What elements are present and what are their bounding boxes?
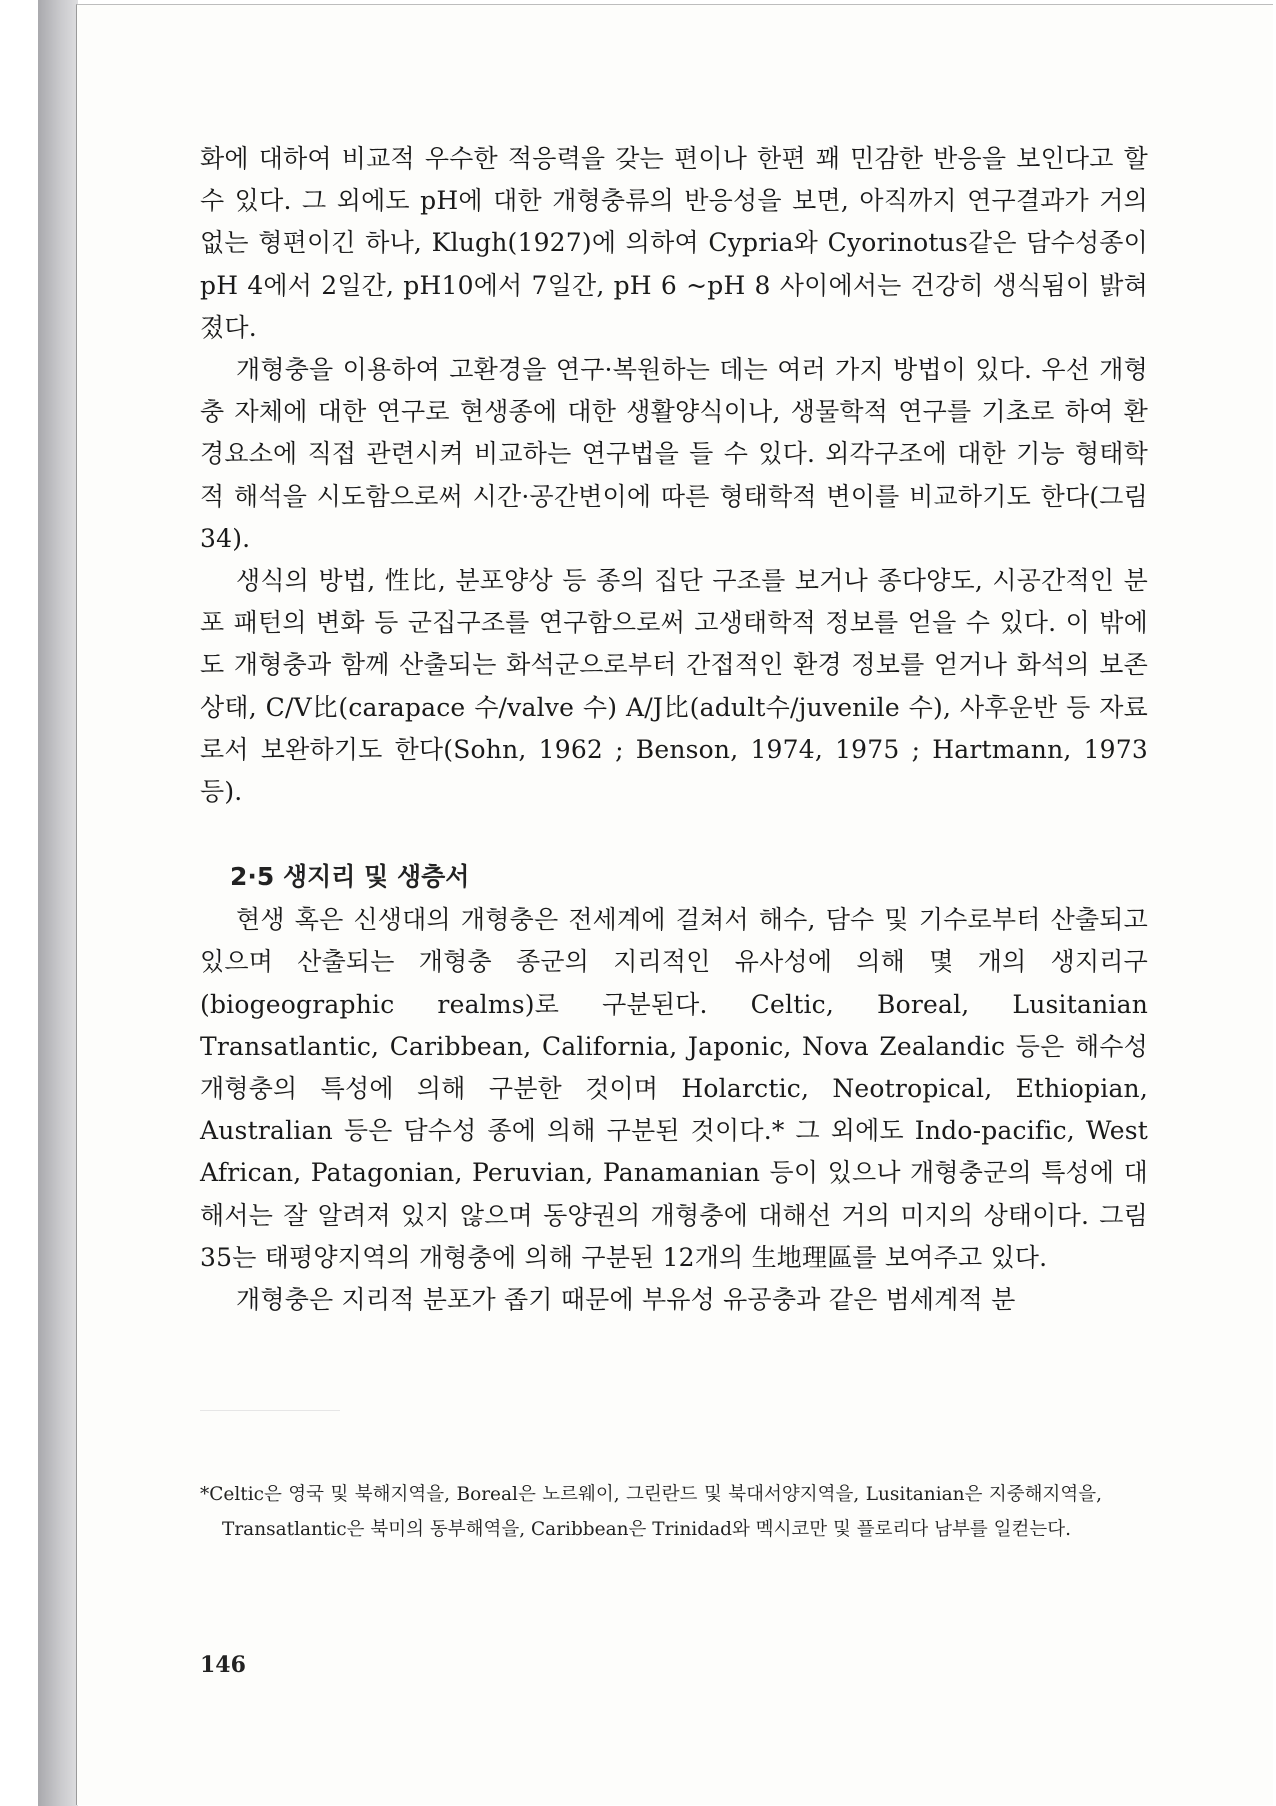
paragraph-methods: 개형충을 이용하여 고환경을 연구·복원하는 데는 여러 가지 방법이 있다. 우선 개형충 자체에 대한 연구로 현생종에 대한 생활양식이나, 생물학적 연구를 기초로 하여 환경요소에 직접 관련시켜 비교하는 연구법을 들 수 있다. 외각구조에 대한 기능 형태학적 해석을 시도함으로써 시간·공간변이에 따른 형태학적 변이를 비교하기도 한다(그림 34). bbox=[200, 355, 1148, 553]
page-stack-edge bbox=[38, 0, 78, 1806]
paragraph-continuation: 화에 대하여 비교적 우수한 적응력을 갖는 편이나 한편 꽤 민감한 반응을 보인다고 할 수 있다. 그 외에도 pH에 대한 개형충류의 반응성을 보면, 아직까지 연구결과가 거의 없는 형편이긴 하나, Klugh(1927)에 의하여 Cypria와 Cyorinotus같은 담수성종이 pH 4에서 2일간, pH10에서 7일간, pH 6 ~pH 8 사이에서는 건강히 생식됨이 밝혀졌다. bbox=[200, 144, 1148, 342]
footnote: *Celtic은 영국 및 북해지역을, Boreal은 노르웨이, 그린란드 및 북대서양지역을, Lusitanian은 지중해지역을, Transatlantic은 북미의 동부해역을, Caribbean은 Trinidad와 멕시코만 및 플로리다 남부를 일컫는다. bbox=[200, 1483, 1102, 1540]
footnote-divider bbox=[200, 1410, 340, 1411]
page-number: 146 bbox=[200, 1652, 246, 1678]
section-heading: 2·5 생지리 및 생층서 bbox=[230, 862, 470, 892]
paragraph-biogeography: 현생 혹은 신생대의 개형충은 전세계에 걸쳐서 해수, 담수 및 기수로부터 산출되고 있으며 산출되는 개형충 종군의 지리적인 유사성에 의해 몇 개의 생지리구(biogeographic realms)로 구분된다. Celtic, Boreal, Lusitanian Transatlantic, Caribbean, California, Japonic, Nova Zealandic 등은 해수성 개형충의 특성에 의해 구분한 것이며 Holarctic, Neotropical, Ethiopian, Australian 등은 담수성 종에 의해 구분된 것이다.* 그 외에도 Indo-pacific, West African, Patagonian, Peruvian, Panamanian 등이 있으나 개형충군의 특성에 대해서는 잘 알려져 있지 않으며 동양권의 개형충에 대해선 거의 미지의 상태이다. 그림35는 태평양지역의 개형충에 의해 구분된 12개의 生地理區를 보여주고 있다. bbox=[200, 905, 1148, 1272]
paragraph-distribution: 개형충은 지리적 분포가 좁기 때문에 부유성 유공충과 같은 범세계적 분 bbox=[236, 1285, 1016, 1315]
body-text bbox=[200, 138, 1148, 1321]
paragraph-paleoecology: 생식의 방법, 性比, 분포양상 등 종의 집단 구조를 보거나 종다양도, 시공간적인 분포 패턴의 변화 등 군집구조를 연구함으로써 고생태학적 정보를 얻을 수 있다. 이 밖에도 개형충과 함께 산출되는 화석군으로부터 간접적인 환경 정보를 얻거나 화석의 보존상태, C/V比(carapace 수/valve 수) A/J比(adult수/juvenile 수), 사후운반 등 자료로서 보완하기도 한다(Sohn, 1962 ; Benson, 1974, 1975 ; Hartmann, 1973 등). bbox=[200, 566, 1148, 807]
